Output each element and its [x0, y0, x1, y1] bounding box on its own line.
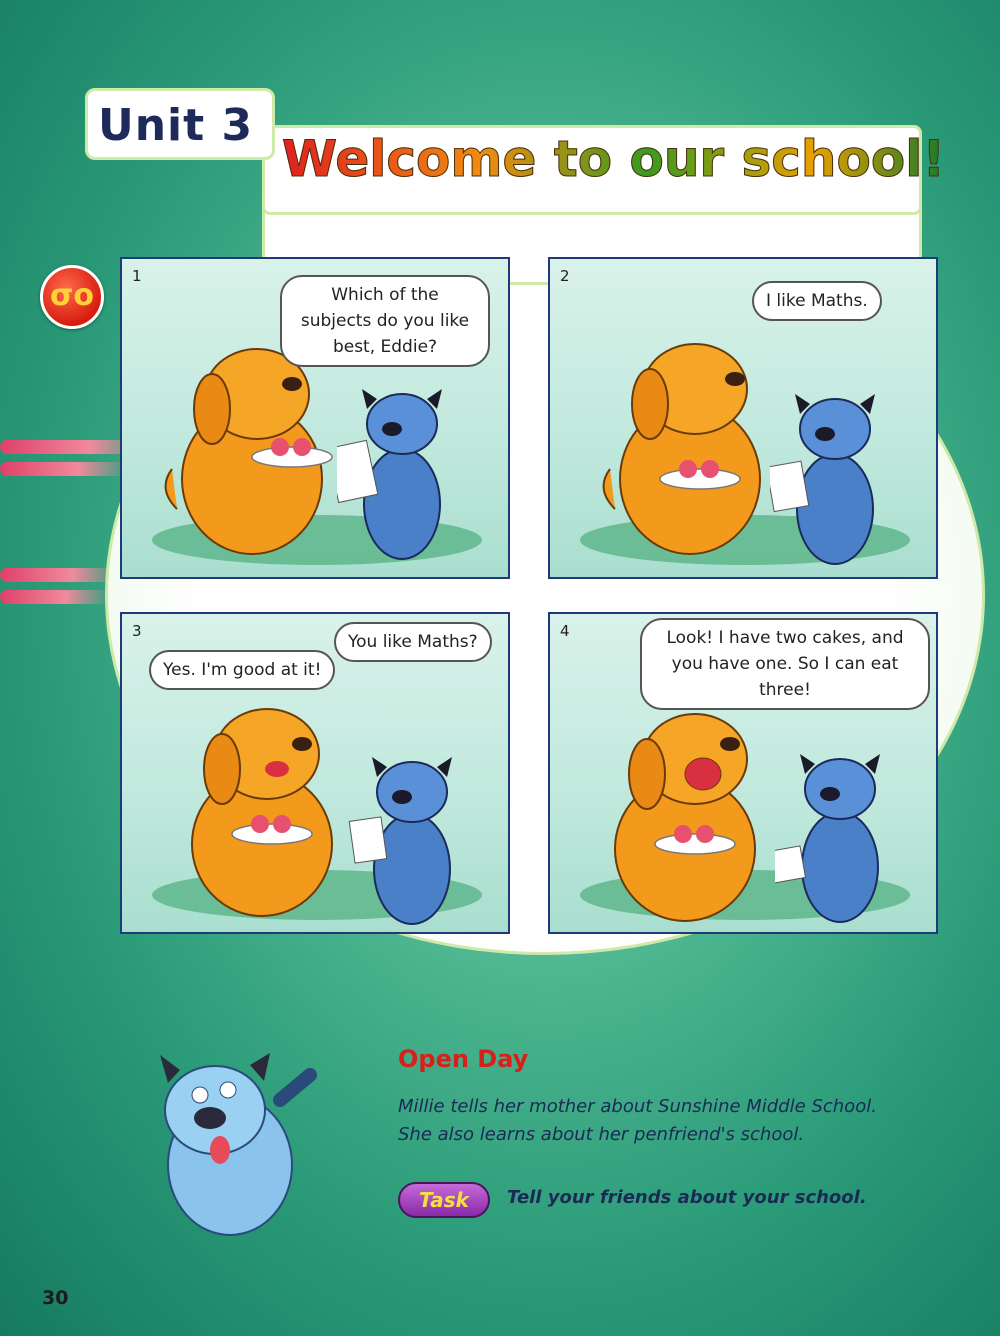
orange-dog-icon — [152, 339, 352, 559]
page-number: 30 — [42, 1287, 69, 1309]
speech-bubble: Look! I have two cakes, and you have one. So I can eat three! — [640, 618, 930, 710]
speech-bubble: You like Maths? — [334, 622, 492, 662]
unit-label: Unit 3 — [98, 100, 254, 151]
panel-number: 3 — [132, 622, 142, 640]
task-badge: Task — [398, 1182, 490, 1218]
description-line: She also learns about her penfriend's school. — [398, 1124, 805, 1145]
orange-dog-icon — [585, 704, 795, 926]
speech-bubble: Yes. I'm good at it! — [149, 650, 335, 690]
blue-dog-icon — [770, 389, 900, 569]
page-title: Welcome to our school! — [282, 130, 946, 188]
decorative-stripe — [0, 568, 120, 582]
task-text: Tell your friends about your school. — [507, 1187, 867, 1208]
panel-number: 1 — [132, 267, 142, 285]
blue-dog-icon — [347, 754, 477, 929]
speech-bubble: I like Maths. — [752, 281, 882, 321]
description-line: Millie tells her mother about Sunshine Middle School. — [398, 1096, 877, 1117]
orange-dog-icon — [590, 329, 790, 559]
blue-dog-icon — [775, 749, 905, 927]
blue-dog-mascot-icon — [130, 1040, 330, 1240]
orange-dog-icon — [162, 699, 362, 924]
decorative-stripe — [0, 462, 130, 476]
comic-panel-3 — [120, 612, 510, 934]
decorative-stripe — [0, 590, 110, 604]
section-title: Open Day — [398, 1045, 529, 1073]
section-description — [398, 1093, 958, 1149]
panel-number: 2 — [560, 267, 570, 285]
speech-bubble: Which of the subjects do you like best, Eddie? — [280, 275, 490, 367]
blue-dog-icon — [337, 384, 467, 564]
audio-icon[interactable]: σο — [40, 265, 104, 329]
comic-panel-2 — [548, 257, 938, 579]
comic-panel-4 — [548, 612, 938, 934]
comic-panel-1 — [120, 257, 510, 579]
panel-number: 4 — [560, 622, 570, 640]
